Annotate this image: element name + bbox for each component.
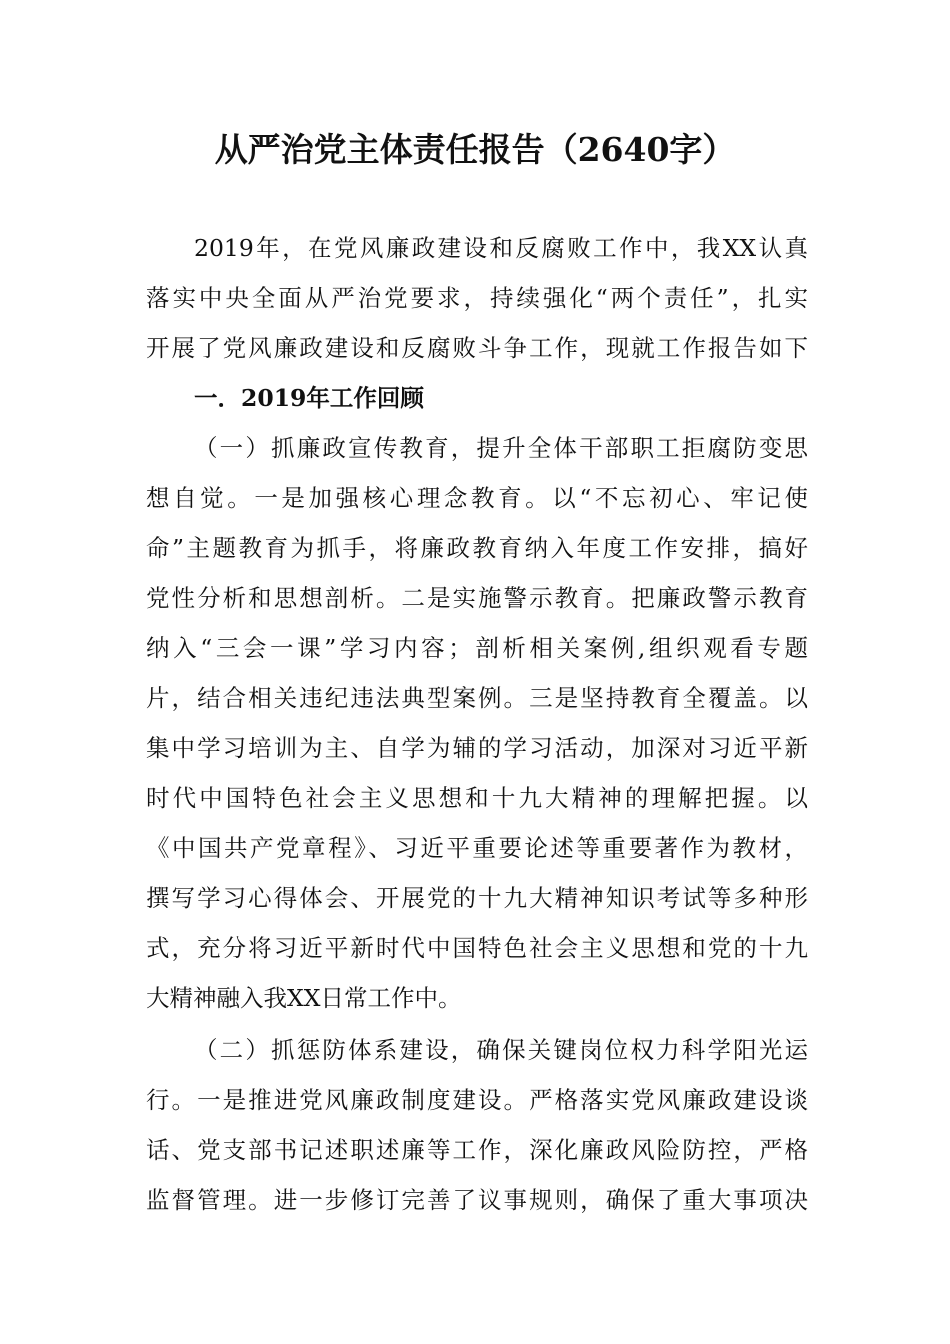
document-title: 从严治党主体责任报告（2640字）	[214, 130, 736, 169]
paragraph-line: 2019年，在党风廉政建设和反腐败工作中，我XX认真	[194, 234, 808, 262]
paragraph-line: 式，充分将习近平新时代中国特色社会主义思想和党的十九	[146, 934, 808, 962]
paragraph-line: 大精神融入我XX日常工作中。	[146, 984, 462, 1012]
paragraph-line: （一）抓廉政宣传教育，提升全体干部职工拒腐防变思	[194, 434, 808, 462]
paragraph-line: 片，结合相关违纪违法典型案例。三是坚持教育全覆盖。以	[146, 684, 808, 712]
paragraph-line: （二）抓惩防体系建设，确保关键岗位权力科学阳光运	[194, 1036, 808, 1064]
paragraph-line: 话、党支部书记述职述廉等工作，深化廉政风险防控，严格	[146, 1136, 808, 1164]
paragraph-line: 纳入“三会一课”学习内容；剖析相关案例,组织观看专题	[146, 634, 808, 662]
paragraph-line: 时代中国特色社会主义思想和十九大精神的理解把握。以	[146, 784, 808, 812]
paragraph-line: 行。一是推进党风廉政制度建设。严格落实党风廉政建设谈	[146, 1086, 808, 1114]
paragraph-line: 集中学习培训为主、自学为辅的学习活动，加深对习近平新	[146, 734, 808, 762]
section-heading: 一．2019年工作回顾	[194, 384, 424, 412]
paragraph-line: 命”主题教育为抓手，将廉政教育纳入年度工作安排，搞好	[146, 534, 808, 562]
paragraph-line: 落实中央全面从严治党要求，持续强化“两个责任”，扎实	[146, 284, 808, 312]
paragraph-line: 《中国共产党章程》、习近平重要论述等重要著作为教材，	[146, 834, 808, 862]
paragraph-line: 想自觉。一是加强核心理念教育。以“不忘初心、牢记使	[146, 484, 808, 512]
paragraph-line: 开展了党风廉政建设和反腐败斗争工作，现就工作报告如下	[146, 334, 808, 362]
paragraph-line: 撰写学习心得体会、开展党的十九大精神知识考试等多种形	[146, 884, 808, 912]
paragraph-line: 监督管理。进一步修订完善了议事规则，确保了重大事项决	[146, 1186, 808, 1214]
paragraph-line: 党性分析和思想剖析。二是实施警示教育。把廉政警示教育	[146, 584, 808, 612]
